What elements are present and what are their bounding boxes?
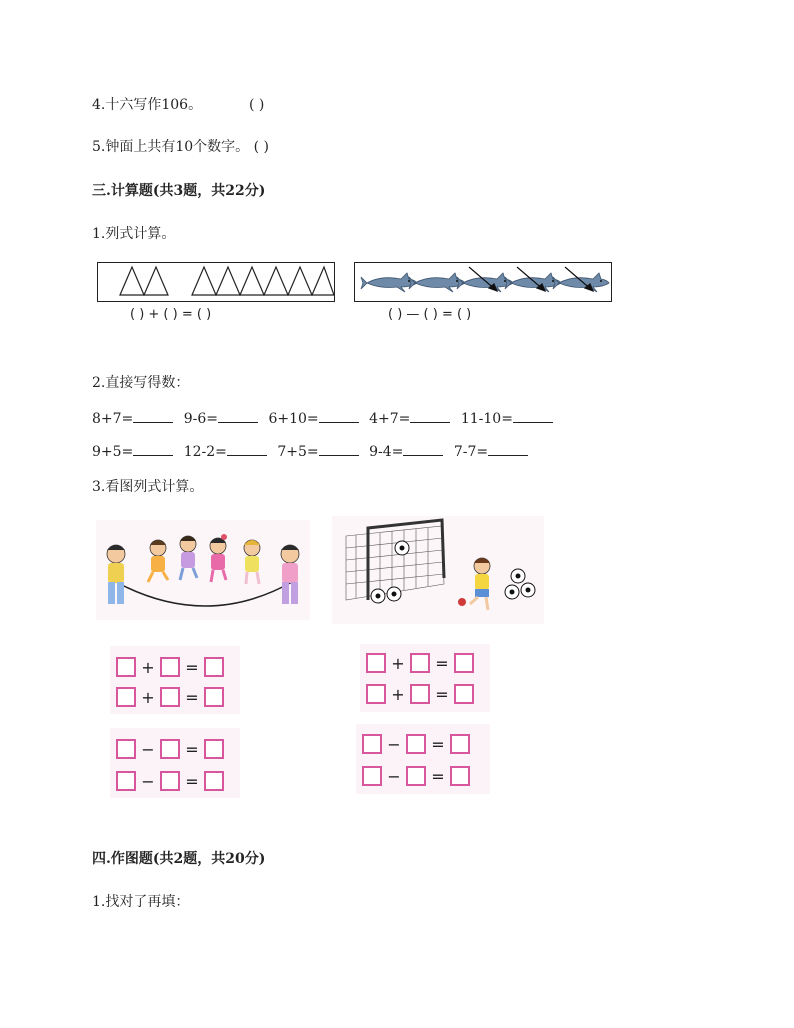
- answer-blank[interactable]: [133, 441, 173, 456]
- oral-item: 7+5=: [277, 444, 319, 460]
- answer-box[interactable]: [410, 684, 430, 704]
- oral-item: 6+10=: [268, 411, 319, 427]
- triangle-icon: [264, 267, 288, 295]
- answer-blank[interactable]: [488, 441, 528, 456]
- oral-item: 8+7=: [92, 411, 134, 427]
- answer-box[interactable]: [406, 766, 426, 786]
- answer-box[interactable]: [366, 684, 386, 704]
- answer-box[interactable]: [116, 739, 136, 759]
- equation-row: [116, 736, 224, 762]
- soccer-ball-icon: [395, 541, 409, 555]
- answer-blank[interactable]: [319, 441, 359, 456]
- plus-sign: +: [391, 684, 405, 704]
- shark-icon: [505, 273, 561, 292]
- minus-sign: −: [141, 739, 155, 759]
- plus-sign: +: [391, 653, 405, 673]
- equation-row: [116, 768, 224, 794]
- triangle-icon: [144, 267, 168, 295]
- oral-item: 9-4=: [369, 444, 404, 460]
- equals-sign: =: [185, 687, 199, 707]
- plus-sign: +: [141, 687, 155, 707]
- shark-icon: [457, 273, 513, 292]
- shark-icons: [355, 263, 611, 301]
- plus-sign: +: [141, 657, 155, 677]
- answer-box[interactable]: [116, 687, 136, 707]
- triangle-icon: [288, 267, 312, 295]
- triangle-icon: [216, 267, 240, 295]
- oral-item: 9+5=: [92, 444, 134, 460]
- question-4: [92, 94, 264, 114]
- answer-box[interactable]: [410, 653, 430, 673]
- calc-1-title: 1.列式计算。: [92, 226, 176, 242]
- answer-box[interactable]: [450, 734, 470, 754]
- equation-panel-add-right: [360, 644, 490, 712]
- oral-row-1: [92, 408, 559, 427]
- calc-2-title: 2.直接写得数：: [92, 375, 190, 391]
- triangle-icon: [312, 267, 334, 295]
- answer-box[interactable]: [116, 657, 136, 677]
- section-3-heading: 三.计算题(共3题，共22分): [92, 183, 266, 199]
- equation-panel-sub-left: [110, 728, 240, 798]
- oral-item: 12-2=: [183, 444, 227, 460]
- equals-sign: =: [185, 771, 199, 791]
- answer-box[interactable]: [204, 771, 224, 791]
- answer-box[interactable]: [454, 684, 474, 704]
- calc-1-right-formula: ( ) — ( ) = ( ): [388, 307, 472, 322]
- equation-panel-sub-right: [356, 724, 490, 794]
- shark-picture-box: [354, 262, 612, 302]
- jump-rope-children-illustration: [96, 520, 310, 620]
- answer-blank[interactable]: [410, 408, 450, 423]
- equals-sign: =: [435, 653, 449, 673]
- equals-sign: =: [431, 766, 445, 786]
- answer-box[interactable]: [362, 766, 382, 786]
- equation-row: [366, 650, 474, 676]
- answer-box[interactable]: [160, 739, 180, 759]
- equation-row: [116, 684, 224, 710]
- question-4-text: 4.十六写作106。: [92, 97, 203, 113]
- minus-sign: −: [141, 771, 155, 791]
- minus-sign: −: [387, 734, 401, 754]
- question-4-paren: ( ): [249, 97, 265, 113]
- triangle-icon: [240, 267, 264, 295]
- calc-1-left-formula: ( ) + ( ) = ( ): [130, 307, 212, 322]
- answer-box[interactable]: [450, 766, 470, 786]
- equals-sign: =: [431, 734, 445, 754]
- answer-blank[interactable]: [403, 441, 443, 456]
- answer-blank[interactable]: [133, 408, 173, 423]
- equation-row: [116, 654, 224, 680]
- answer-box[interactable]: [362, 734, 382, 754]
- oral-item: 11-10=: [460, 411, 513, 427]
- triangle-icon: [192, 267, 216, 295]
- section-4-heading: 四.作图题(共2题，共20分): [92, 851, 266, 867]
- oral-item: 4+7=: [369, 411, 411, 427]
- answer-box[interactable]: [454, 653, 474, 673]
- equals-sign: =: [435, 684, 449, 704]
- equation-row: [362, 763, 470, 789]
- soccer-goal-illustration: [332, 516, 544, 624]
- oral-item: 9-6=: [183, 411, 219, 427]
- answer-box[interactable]: [204, 687, 224, 707]
- draw-1-title: 1.找对了再填：: [92, 894, 190, 910]
- equals-sign: =: [185, 739, 199, 759]
- answer-box[interactable]: [160, 657, 180, 677]
- answer-box[interactable]: [406, 734, 426, 754]
- answer-blank[interactable]: [513, 408, 553, 423]
- shark-icon: [553, 273, 609, 292]
- answer-blank[interactable]: [319, 408, 359, 423]
- answer-box[interactable]: [160, 687, 180, 707]
- triangle-icon: [120, 267, 144, 295]
- answer-box[interactable]: [204, 739, 224, 759]
- equation-row: [362, 731, 470, 757]
- calc-3-title: 3.看图列式计算。: [92, 479, 204, 495]
- question-5: 5.钟面上共有10个数字。 ( ): [92, 139, 269, 155]
- minus-sign: −: [387, 766, 401, 786]
- shark-icon: [409, 273, 465, 292]
- answer-box[interactable]: [204, 657, 224, 677]
- answer-blank[interactable]: [227, 441, 267, 456]
- answer-blank[interactable]: [218, 408, 258, 423]
- equals-sign: =: [185, 657, 199, 677]
- answer-box[interactable]: [366, 653, 386, 673]
- equation-row: [366, 681, 474, 707]
- oral-item: 7-7=: [453, 444, 489, 460]
- shark-icon: [361, 273, 417, 292]
- equation-panel-add-left: [110, 646, 240, 714]
- answer-box[interactable]: [160, 771, 180, 791]
- oral-row-2: [92, 441, 534, 460]
- triangle-picture-box: [97, 262, 335, 302]
- triangle-icons: [98, 263, 334, 301]
- answer-box[interactable]: [116, 771, 136, 791]
